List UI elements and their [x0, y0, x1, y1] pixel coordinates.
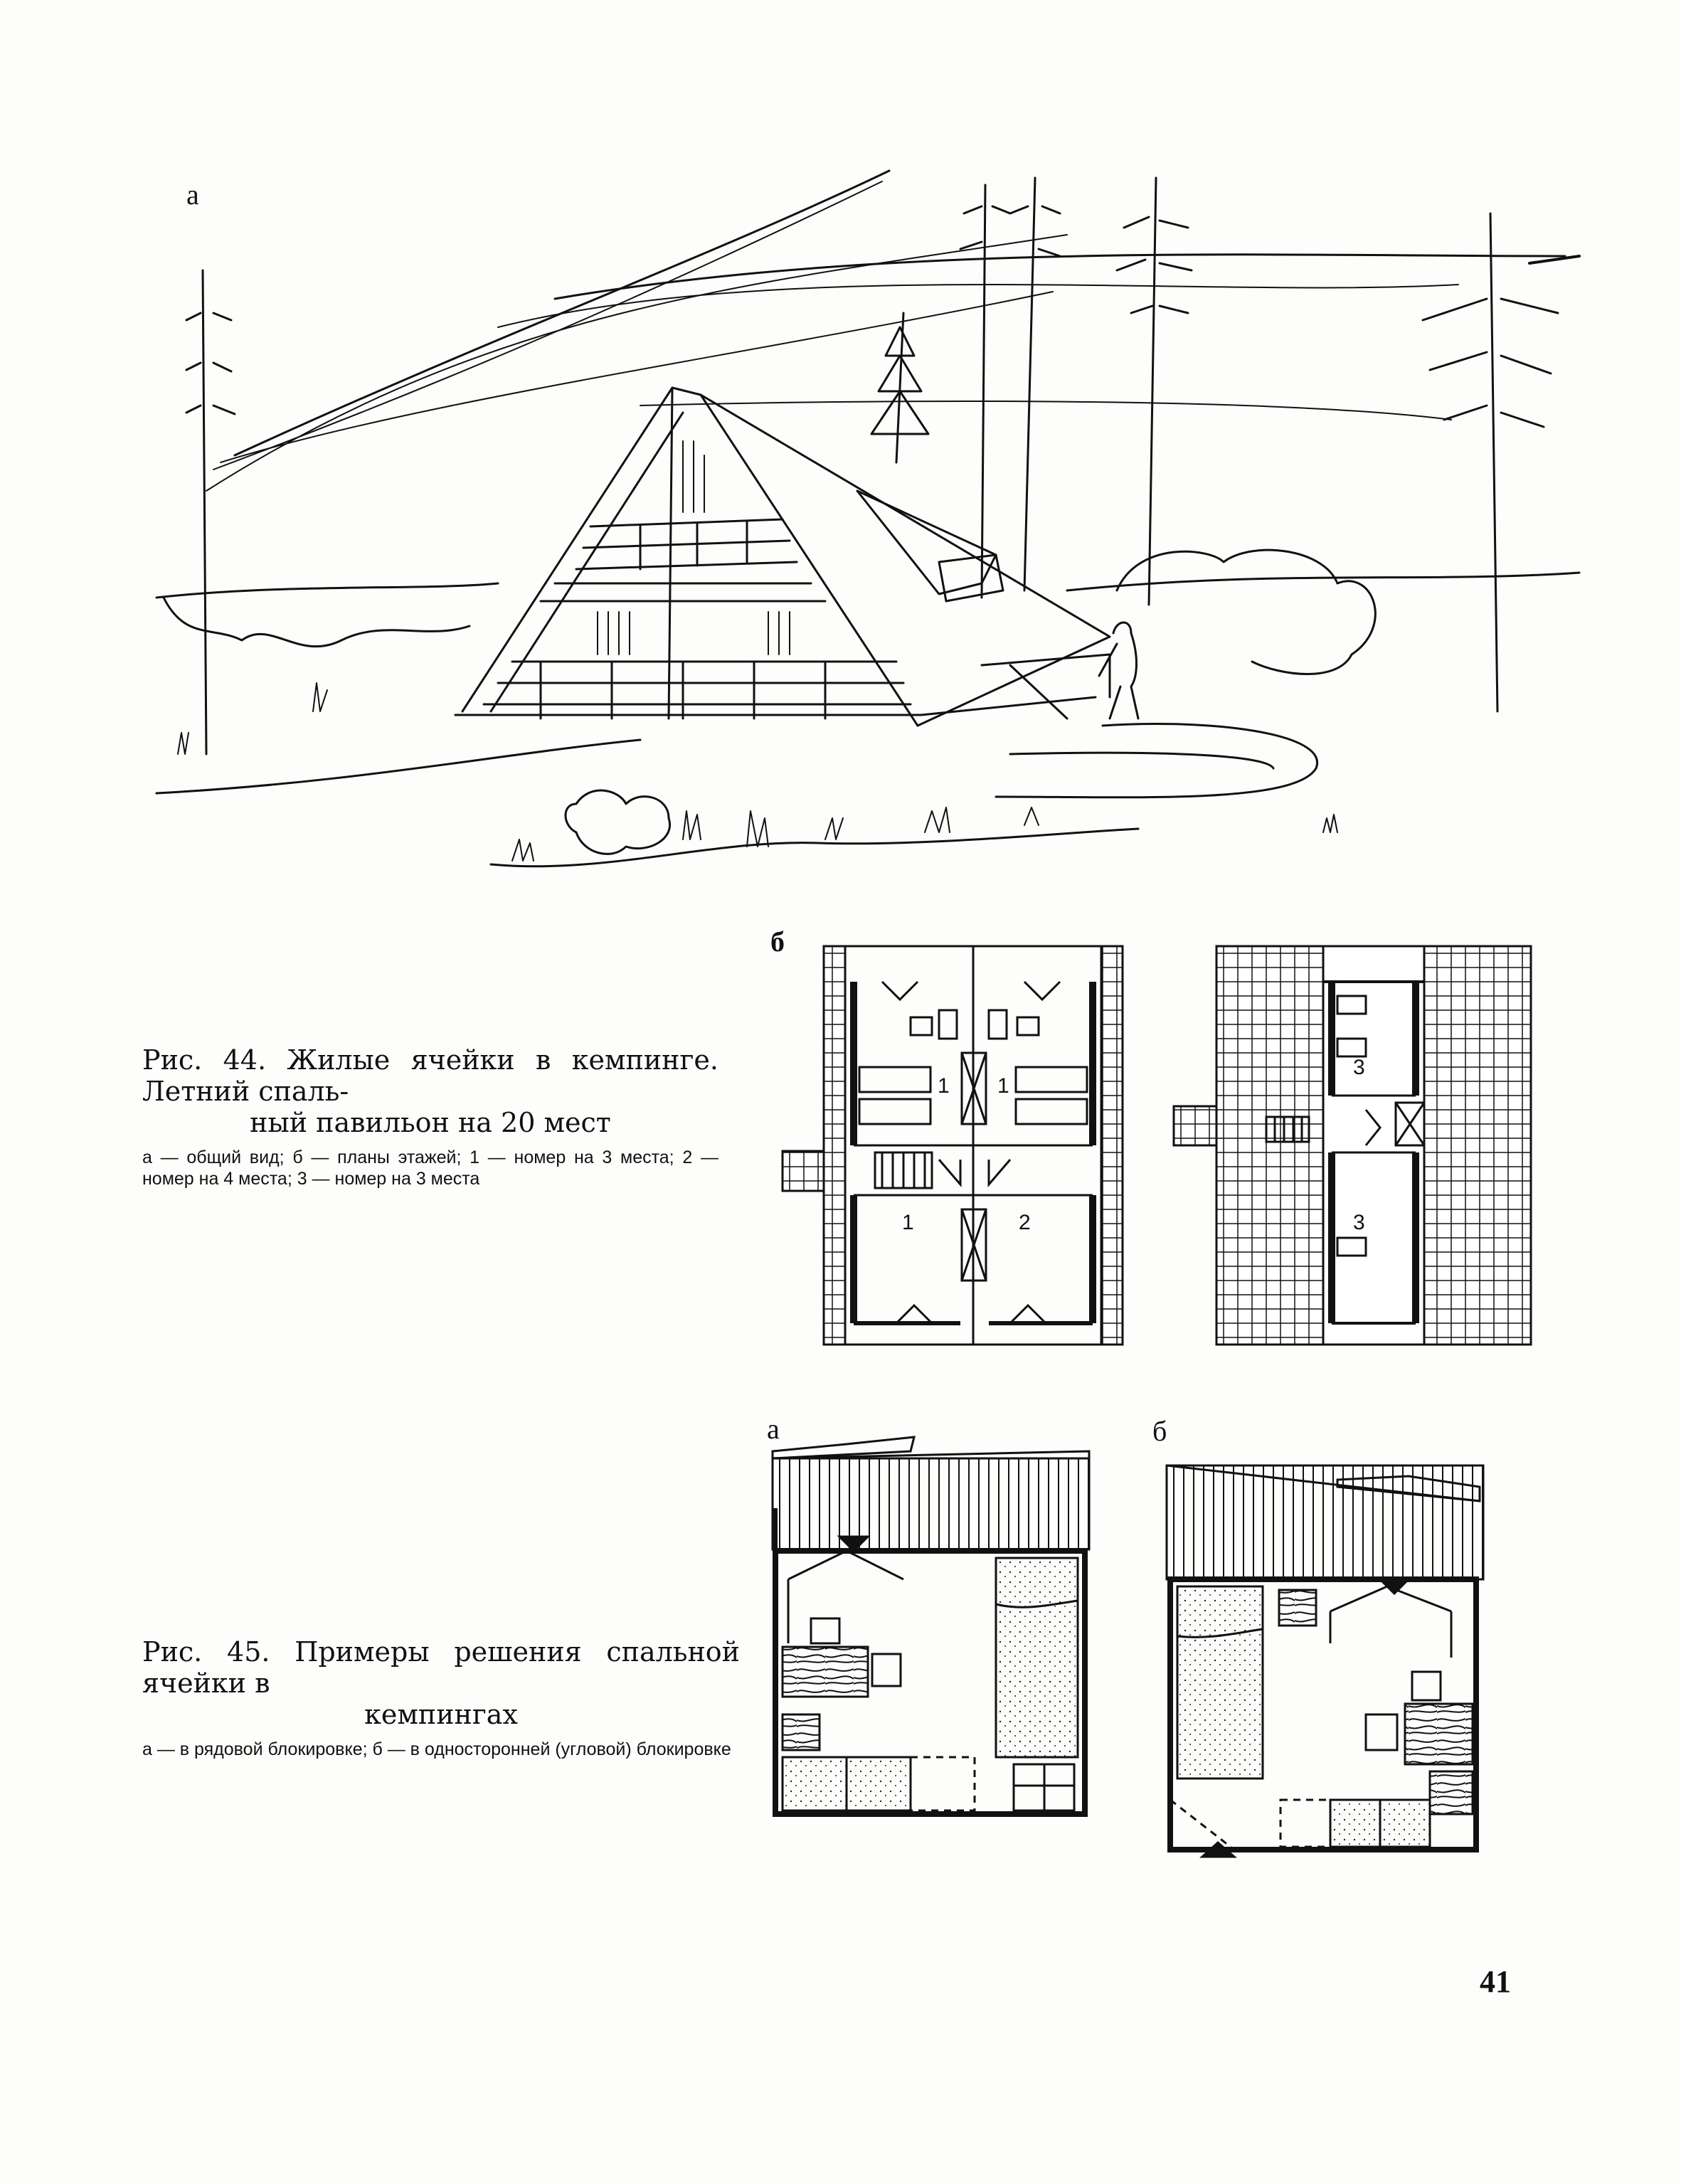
path-edge — [1010, 753, 1273, 768]
path-edge — [996, 724, 1317, 797]
sky-streak — [498, 285, 1458, 327]
cabinet-dotted — [1280, 1800, 1330, 1847]
horizon-line — [157, 573, 1579, 598]
fig45-caption-title — [142, 1636, 740, 1730]
fig44-plan-ground-floor — [775, 939, 1231, 1366]
fig44-caption-title — [142, 1044, 718, 1138]
room-number: 1 — [997, 1074, 1009, 1098]
chair — [1366, 1714, 1397, 1750]
cabinet-wood — [1430, 1771, 1473, 1814]
fig44-caption-legend: а — общий вид; б — планы этажей; 1 — номер на 3 места; 2 — номер на 4 места; 3 — номер на 3 места — [142, 1147, 718, 1189]
lower-balcony — [484, 662, 911, 704]
ground-line — [157, 740, 640, 793]
flower-bush — [566, 790, 670, 854]
spruce-tree — [871, 313, 928, 462]
page-number: 41 — [1480, 1964, 1511, 1999]
fig45-caption — [142, 1636, 740, 1760]
nightstand-wood — [783, 1714, 820, 1750]
room-number: 3 — [1353, 1211, 1365, 1234]
fig44-label-b: б — [770, 926, 785, 958]
room-number: 2 — [1019, 1211, 1031, 1234]
facade-mid-beam — [541, 583, 825, 601]
nightstand-wood — [1279, 1590, 1316, 1626]
bed — [1016, 1099, 1087, 1124]
desk-wood — [783, 1647, 868, 1697]
bed — [1177, 1586, 1263, 1779]
roof-tiles-right — [1424, 946, 1531, 1345]
brick-wall-left — [824, 946, 845, 1345]
base-line — [455, 697, 1096, 715]
pine-tree-mid2 — [1117, 178, 1192, 605]
sky-streak — [640, 401, 1451, 420]
fig45-caption-title-line2: кемпингах — [364, 1699, 518, 1730]
fig44-label-a: а — [186, 179, 199, 211]
fig44-caption-title-line1: Рис. 44. Жилые ячейки в кемпинге. Летний спаль- — [142, 1044, 718, 1107]
fig44-caption-title-line2: ный павильон на 20 мест — [250, 1107, 611, 1138]
brick-wall-right — [1101, 946, 1123, 1345]
room-number: 3 — [1353, 1056, 1365, 1079]
cabinet-dotted — [847, 1757, 911, 1811]
upper-balcony — [576, 519, 797, 569]
lower-balcony-posts — [541, 662, 825, 719]
ridge-inner — [669, 388, 672, 719]
entry-stair — [783, 1151, 824, 1191]
chair — [1412, 1672, 1441, 1700]
bush-right — [1117, 550, 1375, 674]
facade-hatching — [598, 441, 790, 654]
roof-outline — [462, 388, 1110, 726]
cabinet-dotted — [911, 1757, 975, 1811]
roof-tiles-left — [1216, 946, 1323, 1345]
room-number: 1 — [902, 1211, 914, 1234]
person-figure — [1099, 622, 1138, 719]
sky-streak — [206, 235, 1067, 491]
fig45-caption-legend: а — в рядовой блокировке; б — в односторонней (угловой) блокировке — [142, 1739, 731, 1759]
fig45-caption-title-line1: Рис. 45. Примеры решения спальной ячейки в — [142, 1636, 740, 1699]
sky-streak — [1529, 256, 1579, 263]
cabinet-dotted — [1380, 1800, 1430, 1847]
pine-tree-mid1 — [960, 178, 1060, 598]
pine-tree-right — [1423, 213, 1558, 711]
fig44-caption — [142, 1044, 718, 1189]
grass-tufts — [178, 683, 1337, 861]
pine-tree-left — [186, 270, 235, 754]
fig45-label-b: б — [1152, 1415, 1167, 1447]
desk-wood — [1405, 1704, 1473, 1764]
wall-cladding — [773, 1458, 1089, 1549]
bed — [859, 1099, 930, 1124]
chair — [872, 1654, 901, 1686]
shrub-line — [164, 598, 470, 647]
a-frame-house — [455, 388, 1110, 726]
door-marker — [1380, 1579, 1409, 1594]
fig44-plan-upper-floor — [1167, 939, 1537, 1366]
cabinet-dotted — [1330, 1800, 1380, 1847]
fig45b-room-plan — [1152, 1458, 1508, 1885]
entry-stair — [1174, 1106, 1216, 1145]
bed — [859, 1067, 930, 1092]
sky-streak — [213, 181, 882, 470]
cabinet-dotted — [783, 1757, 847, 1811]
fig45-label-a: а — [767, 1413, 780, 1445]
chair — [811, 1618, 839, 1643]
bed — [1016, 1067, 1087, 1092]
dormer — [857, 491, 996, 594]
roof-inner-left — [491, 413, 683, 711]
fig45a-room-plan — [768, 1430, 1124, 1828]
sky-streak — [555, 255, 1565, 299]
bed — [996, 1558, 1078, 1757]
sky-streak — [221, 292, 1053, 462]
roof-slope-right — [701, 395, 918, 726]
room-number: 1 — [938, 1074, 950, 1098]
